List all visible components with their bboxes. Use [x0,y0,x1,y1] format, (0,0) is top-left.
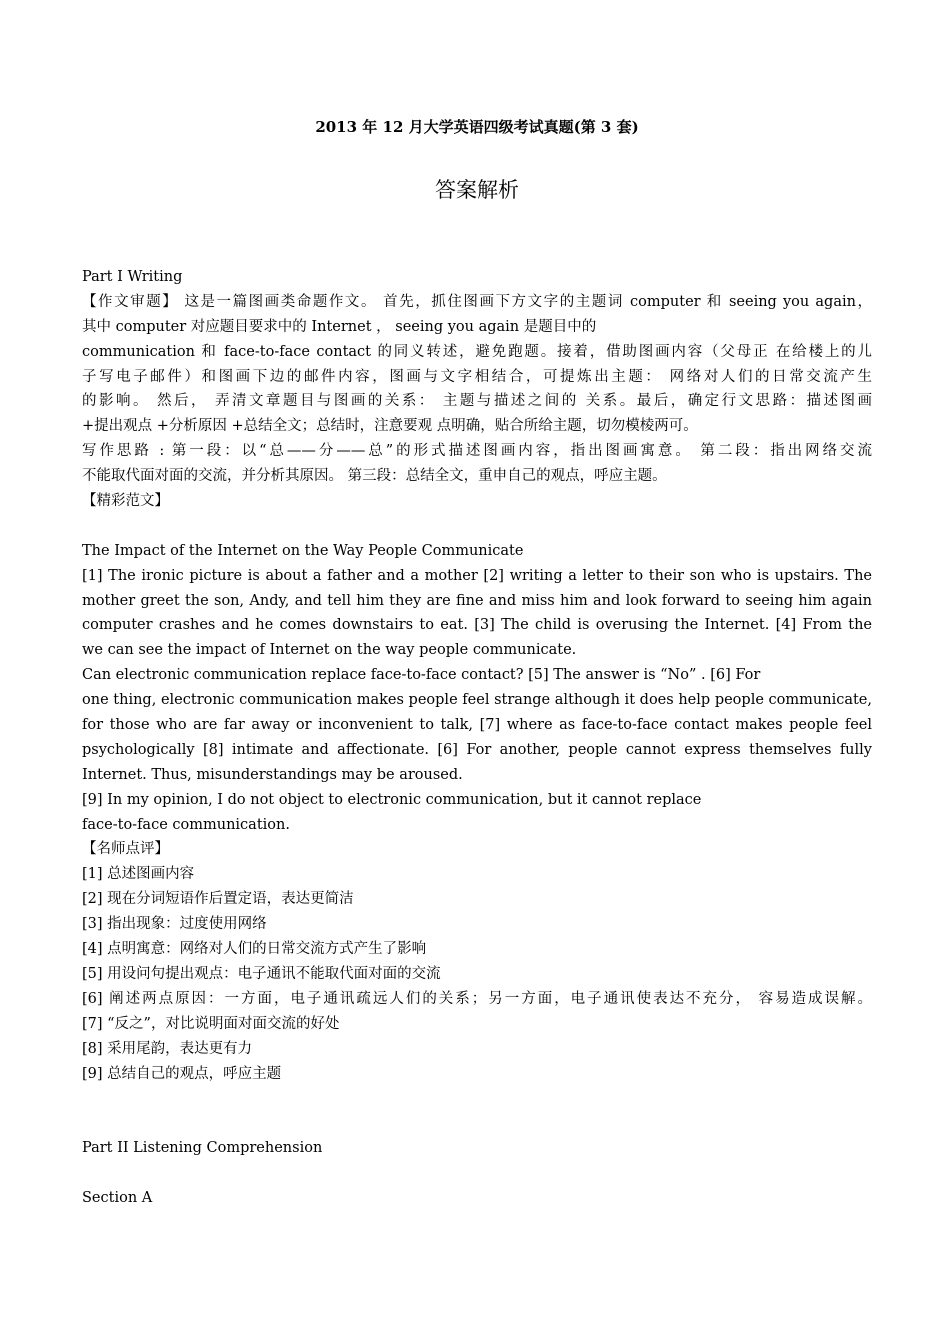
essay-line: for those who are far away or inconvenient to talk, [7] where as face-to-face contact makes people feel [82,717,872,734]
review-line: 写作思路 : 第一段：以“总——分——总”的形式描述图画内容，指出图画寓意。 第二段：指出网络交流 [82,443,872,460]
review-line: 子写电子邮件）和图画下边的邮件内容，图画与文字相结合，可提炼出主题： 网络对人们的日常交流产生 [82,368,872,385]
essay-line: Internet. Thus, misunderstandings may be aroused. [82,766,463,783]
comment-item: [4] 点明寓意：网络对人们的日常交流方式产生了影响 [82,941,427,958]
part1-block [82,265,872,1086]
part2-block [82,1136,872,1211]
document-subtitle: 答案解析 [435,178,519,202]
essay-line: one thing, electronic communication makes people feel strange although it does help people communicate, [82,692,872,709]
review-line: 不能取代面对面的交流，并分析其原因。 第三段：总结全文，重申自己的观点，呼应主题。 [82,468,667,485]
review-line: 其中 computer 对应题目要求中的 Internet ， seeing you again 是题目中的 [82,318,597,335]
section-a-heading: Section A [82,1189,153,1206]
part1-heading: Part I Writing [82,269,183,285]
spacer [82,514,872,539]
comment-item: [6] 阐述两点原因：一方面，电子通讯疏远人们的关系；另一方面，电子通讯使表达不充分， 容易造成误解。 [82,990,872,1007]
comment-item: [3] 指出现象：过度使用网络 [82,916,267,933]
essay-line: Can electronic communication replace face-to-face contact? [5] The answer is “No” . [6] For [82,667,761,684]
spacer [82,1161,872,1186]
essay-title: The Impact of the Internet on the Way People Communicate [82,542,524,559]
comment-item: [9] 总结自己的观点，呼应主题 [82,1065,282,1082]
part2-heading: Part II Listening Comprehension [82,1140,323,1156]
essay-line: [1] The ironic picture is about a father and a mother [2] writing a letter to their son who is upstairs. The [82,567,872,584]
document-title: 2013 年 12 月大学英语四级考试真题(第 3 套) [315,118,639,136]
essay-line: mother greet the son, Andy, and tell him they are fine and miss him and look forward to seeing him again [82,592,872,609]
comment-item: [5] 用设问句提出观点：电子通讯不能取代面对面的交流 [82,965,441,982]
comment-item: [2] 现在分词短语作后置定语，表达更简洁 [82,891,354,908]
comment-item: [1] 总述图画内容 [82,866,195,883]
review-line: communication 和 face-to-face contact 的同义转述，避免跑题。接着，借助图画内容（父母正 在给楼上的儿 [82,343,872,360]
review-line: 的影响。 然后， 弄清文章题目与图画的关系： 主题与描述之间的 关系。最后，确定行文思路：描述图画 [82,393,872,410]
comment-item: [7] “反之”，对比说明面对面交流的好处 [82,1015,340,1032]
essay-line: computer crashes and he comes downstairs to eat. [3] The child is overusing the Internet. [4] From the [82,617,872,634]
comment-item: [8] 采用尾韵，表达更有力 [82,1040,253,1057]
comments-heading: 【名师点评】 [82,841,169,858]
review-line: +提出观点 +分析原因 +总结全文；总结时，注意要观 点明确，贴合所给主题，切勿模棱两可。 [82,418,698,435]
review-line: 【作文审题】 这是一篇图画类命题作文。 首先，抓住图画下方文字的主题词 computer 和 seeing you again， [82,293,872,310]
essay-line: we can see the impact of Internet on the way people communicate. [82,642,577,659]
essay-line: [9] In my opinion, I do not object to electronic communication, but it cannot replace [82,791,702,808]
sample-essay-heading: 【精彩范文】 [82,493,169,510]
essay-line: psychologically [8] intimate and affectionate. [6] For another, people cannot express themselves fully [82,741,872,758]
essay-line: face-to-face communication. [82,816,290,833]
